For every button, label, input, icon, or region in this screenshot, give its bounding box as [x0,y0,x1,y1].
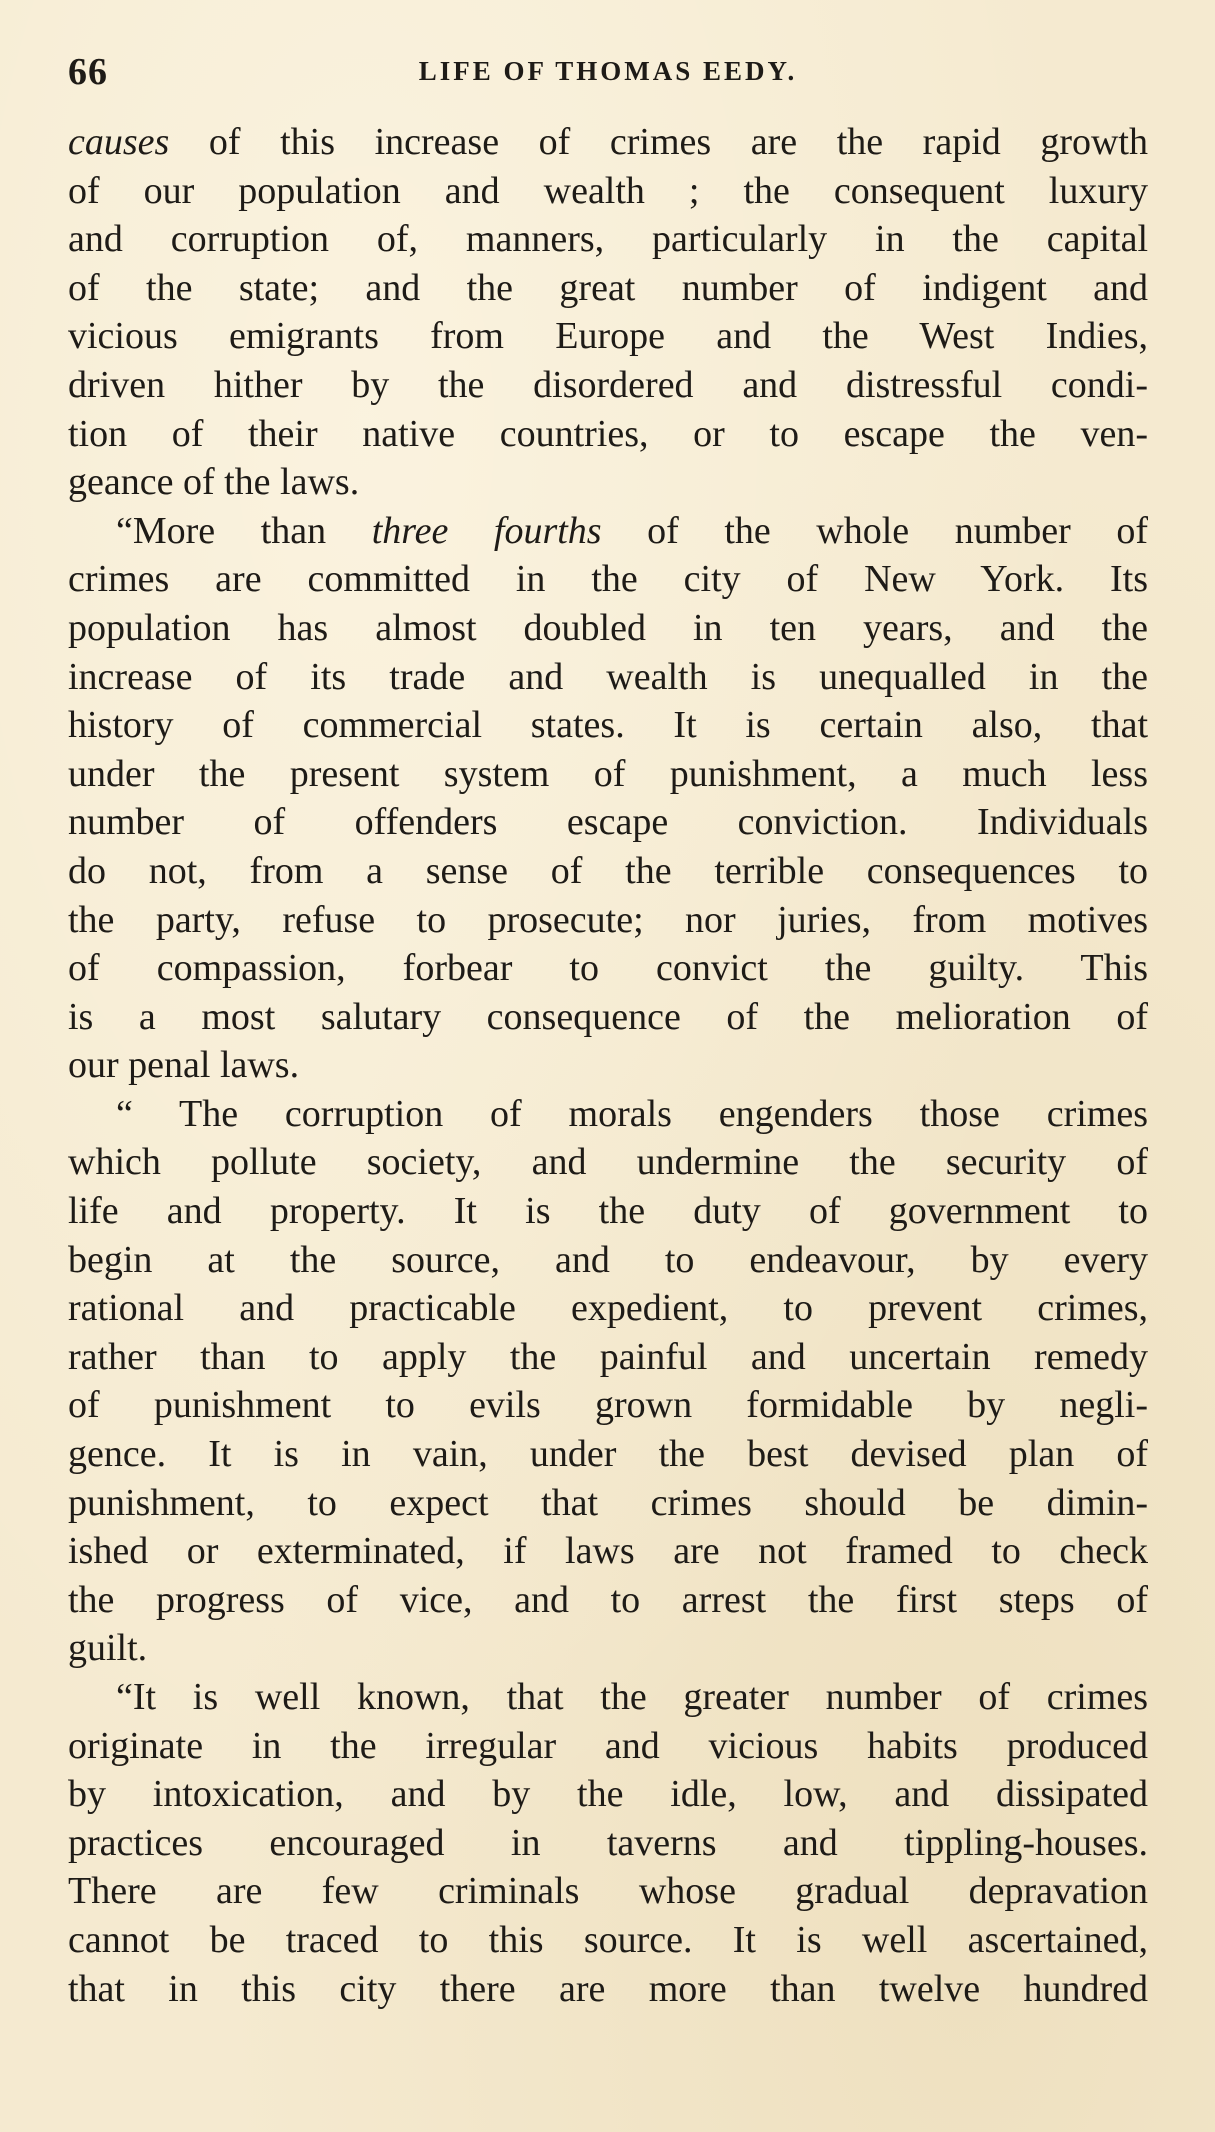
text-line [68,1867,1148,1916]
text-line [68,507,1148,556]
text-segment: tion of their native countries, or to escape the ven- [68,412,1148,455]
text-line [68,215,1148,264]
text-segment: crimes are committed in the city of New York. Its [68,558,1148,601]
text-line [68,1479,1148,1528]
text-line [68,264,1148,313]
text-line [68,118,1148,167]
text-line [68,458,1148,507]
text-segment: that in this city there are more than twelve hundred [68,1967,1148,2010]
text-segment: of this increase of crimes are the rapid growth [169,121,1148,163]
text-segment: our penal laws. [68,1044,300,1087]
text-line [68,896,1148,945]
text-segment: is a most salutary consequence of the melioration of [68,995,1148,1038]
text-line [68,361,1148,410]
text-segment: begin at the source, and to endeavour, by every [68,1238,1148,1281]
text-segment: ished or exterminated, if laws are not framed to check [68,1530,1148,1573]
text-segment: geance of the laws. [68,461,360,504]
text-line [68,1236,1148,1285]
text-line [68,1138,1148,1187]
text-line [68,1673,1148,1722]
text-segment: practices encouraged in taverns and tippling-houses. [68,1821,1148,1864]
text-segment: of compassion, forbear to convict the guilty. This [68,947,1148,990]
text-line [68,993,1148,1042]
text-segment: “It is well known, that the greater number of crimes [116,1676,1148,1718]
text-segment: which pollute society, and undermine the security of [68,1141,1148,1184]
text-segment: of the whole number of [601,509,1148,552]
text-segment: under the present system of punishment, a much less [68,752,1148,795]
text-line [68,1916,1148,1965]
text-segment: the progress of vice, and to arrest the first steps of [68,1578,1148,1621]
text-line [68,1333,1148,1382]
text-segment: vicious emigrants from Europe and the West Indies, [68,315,1148,358]
text-segment: “More than [116,509,372,552]
text-line [68,167,1148,216]
text-segment: “ The corruption of morals engenders those crimes [116,1092,1148,1135]
text-segment: the party, refuse to prosecute; nor juries, from motives [68,898,1148,941]
text-segment: by intoxication, and by the idle, low, and dissipated [68,1773,1148,1816]
text-line [68,1819,1148,1868]
body-text [68,118,1148,2013]
text-line [68,701,1148,750]
text-line [68,1624,1148,1673]
text-line [68,1041,1148,1090]
text-segment: punishment, to expect that crimes should be dimin- [68,1481,1148,1524]
text-line [68,1722,1148,1771]
text-segment: of punishment to evils grown formidable by negli- [68,1384,1148,1427]
text-segment: increase of its trade and wealth is unequalled in the [68,655,1148,698]
text-line [68,944,1148,993]
text-line [68,312,1148,361]
text-segment: There are few criminals whose gradual depravation [68,1870,1148,1913]
text-line [68,604,1148,653]
text-segment: of the state; and the great number of indigent and [68,266,1148,309]
text-segment: rational and practicable expedient, to prevent crimes, [68,1287,1148,1330]
text-line [68,653,1148,702]
text-segment: of our population and wealth ; the consequent luxury [68,169,1148,212]
text-line [68,1527,1148,1576]
text-segment: driven hither by the disordered and distressful condi- [68,363,1148,406]
text-line [68,847,1148,896]
text-segment: history of commercial states. It is certain also, that [68,704,1148,747]
text-line [68,798,1148,847]
text-segment: rather than to apply the painful and uncertain remedy [68,1335,1148,1378]
text-segment: gence. It is in vain, under the best devised plan of [68,1433,1148,1476]
text-line [68,1284,1148,1333]
page-header [68,50,1148,94]
text-line [68,1187,1148,1236]
text-segment: and corruption of, manners, particularly in the capital [68,218,1148,261]
text-line [68,555,1148,604]
text-segment: cannot be traced to this source. It is well ascertained, [68,1918,1148,1961]
text-segment: population has almost doubled in ten years, and the [68,606,1148,649]
text-segment: life and property. It is the duty of government to [68,1190,1148,1233]
text-segment: do not, from a sense of the terrible consequences to [68,849,1148,892]
text-segment: originate in the irregular and vicious habits produced [68,1724,1148,1767]
running-title: LIFE OF THOMAS EEDY. [418,56,798,86]
text-segment: guilt. [68,1627,148,1670]
text-line [68,1381,1148,1430]
text-line [68,1576,1148,1625]
italic-text: causes [68,121,170,163]
text-line [68,1090,1148,1139]
text-line [68,410,1148,459]
text-line [68,1430,1148,1479]
text-line [68,750,1148,799]
text-line [68,1965,1148,2014]
italic-text: three fourths [371,509,602,552]
text-segment: number of offenders escape conviction. Individuals [68,801,1148,844]
text-line [68,1770,1148,1819]
page-number: 66 [68,51,108,93]
